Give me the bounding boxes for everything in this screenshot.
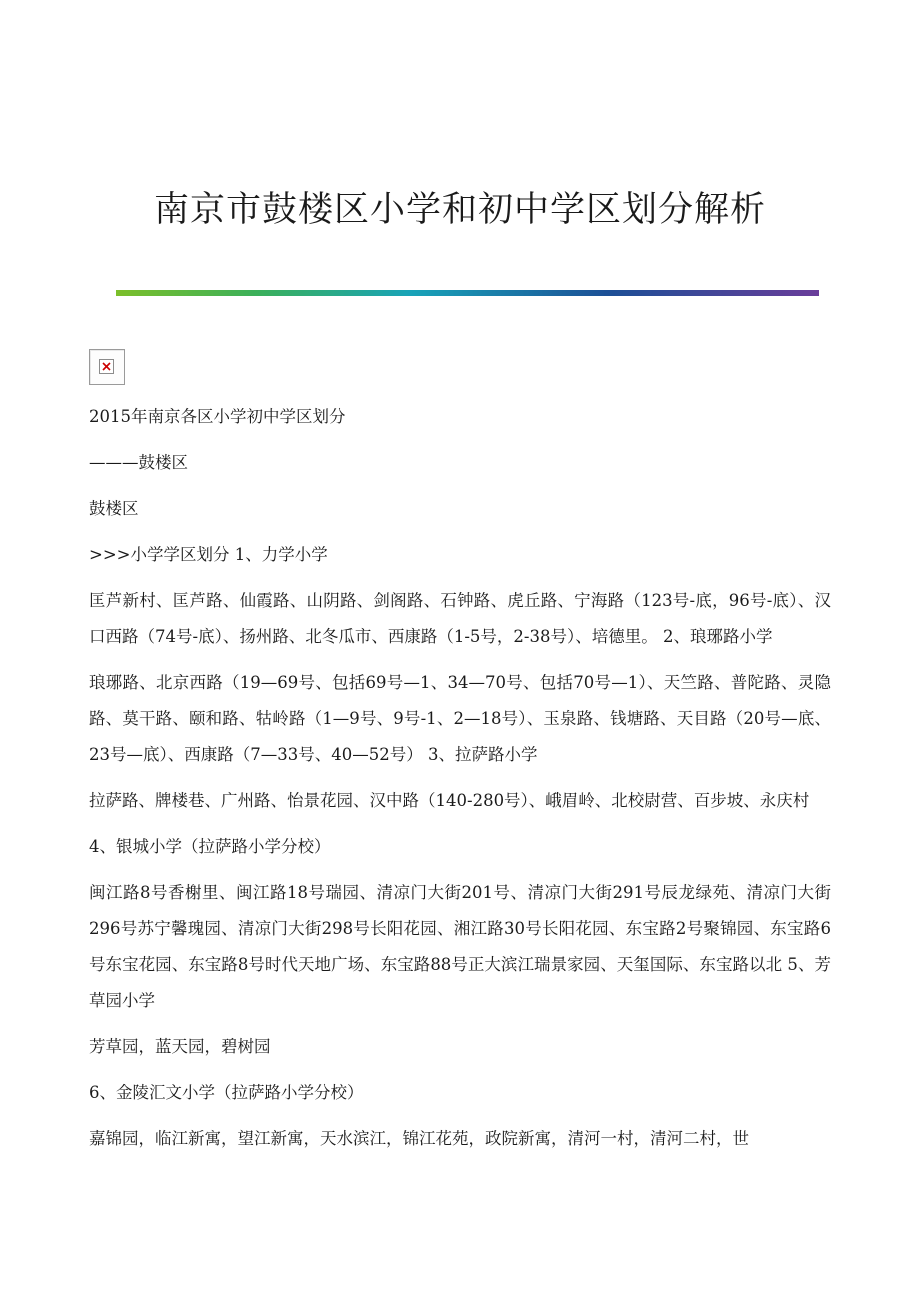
paragraph: 琅琊路、北京西路（19—69号、包括69号—1、34—70号、包括70号—1）、天竺路、普陀路、灵隐路、莫干路、颐和路、牯岭路（1—9号、9号-1、2—18号）、玉泉路、钱塘路、天目路（20号—底、23号—底）、西康路（7—33号、40—52号） 3、拉萨路小学	[89, 673, 831, 764]
paragraph-heading: 2015年南京各区小学初中学区划分	[89, 407, 346, 426]
paragraph: 4、银城小学（拉萨路小学分校）	[89, 837, 331, 856]
broken-image-icon	[99, 359, 114, 374]
paragraph-district: 鼓楼区	[89, 499, 139, 518]
paragraph-subheading: ———鼓楼区	[89, 453, 188, 472]
paragraph: 嘉锦园，临江新寓，望江新寓，天水滨江，锦江花苑，政院新寓，清河一村，清河二村，世	[89, 1129, 749, 1148]
title-divider	[116, 290, 819, 296]
paragraph: 6、金陵汇文小学（拉萨路小学分校）	[89, 1083, 364, 1102]
page-title: 南京市鼓楼区小学和初中学区划分解析	[153, 190, 766, 230]
broken-image-placeholder	[89, 349, 125, 385]
paragraph-section: >>>小学学区划分 1、力学小学	[89, 545, 328, 564]
paragraph: 拉萨路、牌楼巷、广州路、怡景花园、汉中路（140-280号）、峨眉岭、北校尉营、百步坡、永庆村	[89, 791, 810, 810]
paragraph: 芳草园，蓝天园，碧树园	[89, 1037, 271, 1056]
document-body	[89, 399, 831, 1167]
paragraph: 闽江路8号香榭里、闽江路18号瑞园、清凉门大街201号、清凉门大街291号辰龙绿苑、清凉门大街296号苏宁馨瑰园、清凉门大街298号长阳花园、湘江路30号长阳花园、东宝路2号聚锦园、东宝路6号东宝花园、东宝路8号时代天地广场、东宝路88号正大滨江瑞景家园、天玺国际、东宝路以北 5、芳草园小学	[89, 883, 831, 1010]
paragraph: 匡芦新村、匡芦路、仙霞路、山阴路、剑阁路、石钟路、虎丘路、宁海路（123号-底，96号-底）、汉口西路（74号-底）、扬州路、北冬瓜市、西康路（1-5号，2-38号）、培德里。 2、琅琊路小学	[89, 591, 831, 646]
